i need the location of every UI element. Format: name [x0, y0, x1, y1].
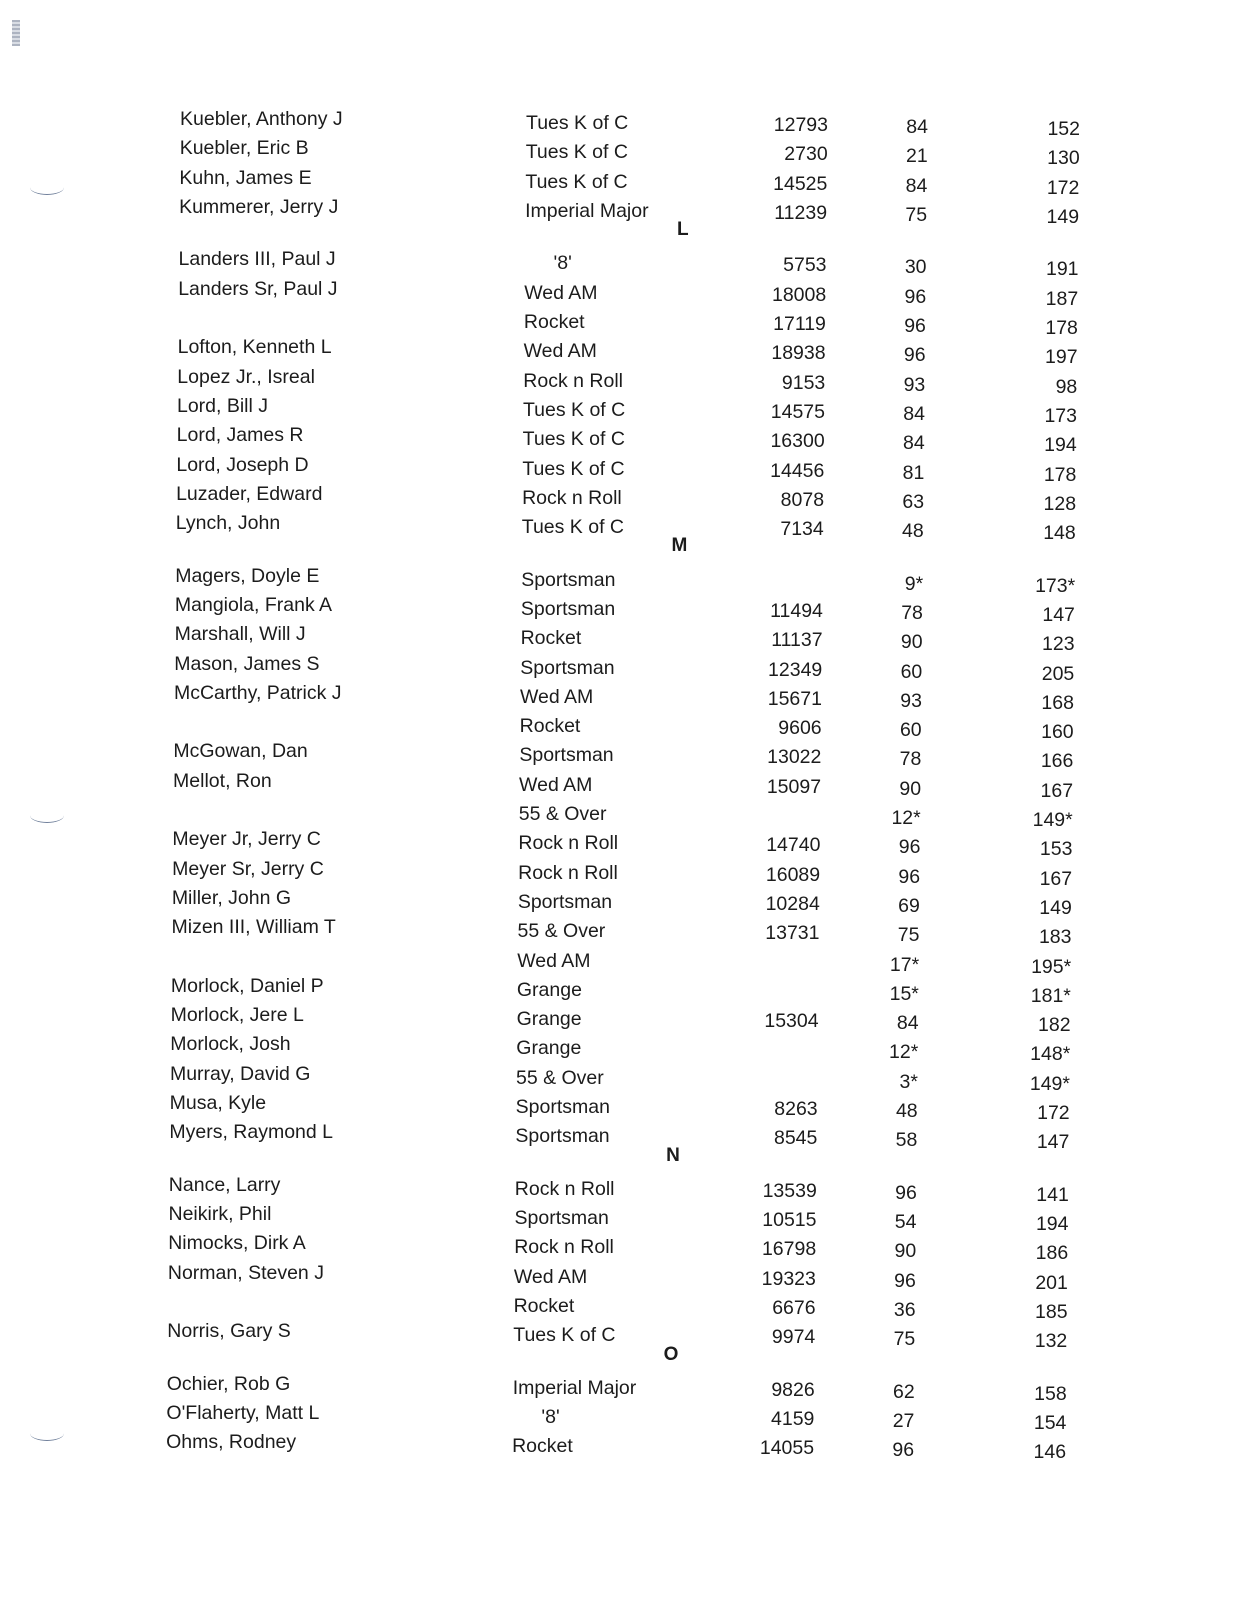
total-pins: 13539	[762, 1179, 817, 1202]
roster-row	[0, 1170, 1245, 1206]
games-bowled: 48	[902, 520, 924, 543]
games-bowled: 84	[896, 1012, 919, 1035]
bowler-name: Mason, James S	[174, 652, 320, 675]
league-name: Rock n Roll	[514, 1236, 614, 1259]
league-name: '8'	[553, 252, 572, 275]
total-pins: 12793	[773, 114, 828, 136]
total-pins: 11239	[774, 201, 828, 224]
average-score: 172	[1037, 1102, 1070, 1124]
total-pins: 9826	[771, 1378, 815, 1401]
roster-row	[0, 590, 1245, 626]
bowler-name: Landers III, Paul J	[178, 248, 336, 271]
total-pins: 14575	[770, 400, 825, 423]
games-bowled: 54	[894, 1211, 917, 1234]
roster-row	[0, 1316, 1245, 1353]
roster-row	[0, 707, 1245, 744]
roster-row	[0, 274, 1245, 310]
roster-row	[0, 192, 1245, 228]
average-score: 197	[1045, 346, 1078, 369]
average-score: 98	[1055, 375, 1078, 398]
average-score: 153	[1039, 838, 1073, 861]
bowler-name: Lopez Jr., Isreal	[177, 365, 315, 388]
total-pins: 12349	[768, 658, 823, 681]
roster-row	[0, 1398, 1245, 1435]
games-bowled: 69	[898, 894, 920, 917]
games-bowled: 93	[900, 689, 922, 712]
roster-row	[0, 795, 1245, 831]
average-score: 132	[1034, 1330, 1068, 1353]
bowler-name: McGowan, Dan	[173, 740, 308, 763]
average-score: 149*	[1032, 809, 1073, 831]
games-bowled: 36	[893, 1299, 916, 1321]
games-bowled: 62	[893, 1380, 915, 1403]
league-name: Rocket	[523, 311, 585, 333]
bowler-name: Morlock, Josh	[170, 1033, 291, 1056]
average-score: 160	[1041, 721, 1074, 744]
bowler-name: Ochier, Rob G	[166, 1372, 291, 1395]
average-score: 149	[1046, 205, 1080, 228]
average-score: 186	[1035, 1242, 1069, 1265]
roster-row	[0, 332, 1245, 369]
total-pins: 17119	[773, 313, 826, 335]
total-pins: 14456	[770, 459, 825, 482]
league-name: Grange	[516, 1008, 582, 1031]
roster-row	[0, 391, 1245, 427]
league-name: Wed AM	[524, 281, 598, 304]
total-pins: 14055	[759, 1437, 815, 1460]
games-bowled: 96	[892, 1439, 915, 1462]
average-score: 158	[1034, 1382, 1067, 1405]
league-name: Sportsman	[514, 1207, 609, 1230]
total-pins: 9974	[771, 1326, 816, 1349]
average-score: 191	[1045, 258, 1079, 281]
average-score: 194	[1035, 1213, 1069, 1236]
roster-row	[0, 1427, 1245, 1464]
bowler-name: Kummerer, Jerry J	[179, 195, 339, 218]
average-score: 147	[1036, 1131, 1070, 1154]
bowler-name: Murray, David G	[169, 1062, 311, 1085]
roster-row	[0, 766, 1245, 802]
total-pins: 8545	[773, 1127, 818, 1150]
section-letter-heading: L	[676, 219, 689, 241]
league-name: Wed AM	[523, 340, 597, 363]
roster-row	[0, 942, 1245, 978]
bowler-name: Miller, John G	[171, 886, 292, 909]
roster-row	[0, 561, 1245, 597]
games-bowled: 75	[893, 1328, 916, 1351]
league-name: '8'	[541, 1406, 560, 1429]
bowler-name: Mellot, Ron	[173, 769, 272, 792]
bowler-name: Myers, Raymond L	[169, 1121, 333, 1144]
games-bowled: 90	[894, 1240, 917, 1263]
bowler-name: Morlock, Daniel P	[170, 974, 324, 997]
average-score: 141	[1036, 1183, 1069, 1206]
games-bowled: 90	[899, 777, 922, 800]
average-score: 178	[1043, 463, 1077, 486]
games-bowled: 63	[902, 490, 925, 513]
roster-row	[0, 104, 1245, 140]
games-bowled: 96	[894, 1269, 916, 1292]
games-bowled: 96	[895, 1181, 917, 1204]
league-name: Imperial Major	[512, 1376, 637, 1399]
roster-row	[0, 619, 1245, 656]
total-pins: 14525	[773, 172, 828, 195]
league-name: Tues K of C	[526, 112, 629, 134]
league-name: Rocket	[512, 1435, 573, 1458]
bowler-name: Norman, Steven J	[167, 1261, 324, 1284]
roster-row	[0, 1059, 1245, 1095]
league-name: Rocket	[520, 627, 582, 650]
average-score: 182	[1038, 1014, 1071, 1037]
average-score: 123	[1042, 633, 1075, 656]
league-name: Sportsman	[515, 1125, 610, 1148]
average-score: 172	[1046, 176, 1080, 199]
league-name: Wed AM	[519, 685, 594, 708]
bowler-name: Mizen III, William T	[171, 916, 336, 939]
roster-row	[0, 824, 1245, 861]
average-score: 166	[1040, 750, 1074, 773]
roster-row	[0, 1369, 1245, 1405]
roster-row	[0, 912, 1245, 949]
total-pins: 18008	[771, 283, 827, 306]
league-name: Tues K of C	[522, 398, 626, 421]
bowler-name: Lord, Bill J	[176, 394, 269, 417]
bowler-name: Landers Sr, Paul J	[178, 277, 338, 300]
bowler-name: O'Flaherty, Matt L	[166, 1402, 320, 1425]
league-name: Tues K of C	[525, 170, 628, 193]
bowler-name: Norris, Gary S	[167, 1320, 291, 1343]
average-score: 173*	[1035, 574, 1076, 597]
games-bowled: 78	[899, 748, 922, 771]
total-pins: 16300	[770, 430, 825, 453]
roster-row	[0, 362, 1245, 398]
bowler-name: Kuebler, Anthony J	[180, 108, 343, 130]
games-bowled: 12*	[891, 807, 921, 829]
league-name: Sportsman	[517, 890, 613, 913]
average-score: 173	[1044, 404, 1077, 427]
roster-row	[0, 1000, 1245, 1037]
games-bowled: 96	[903, 344, 926, 367]
games-bowled: 48	[895, 1100, 918, 1122]
league-name: Tues K of C	[525, 141, 628, 164]
games-bowled: 96	[898, 836, 921, 859]
total-pins: 15097	[766, 775, 822, 798]
average-score: 187	[1045, 287, 1079, 310]
league-name: Sportsman	[515, 1096, 610, 1118]
league-name: 55 & Over	[515, 1066, 604, 1089]
league-name: Sportsman	[520, 597, 616, 620]
total-pins: 16798	[761, 1238, 817, 1261]
league-name: Grange	[516, 1037, 582, 1060]
total-pins: 13022	[767, 746, 822, 769]
total-pins: 16089	[765, 863, 821, 886]
total-pins: 6676	[772, 1297, 816, 1319]
total-pins: 19323	[761, 1267, 816, 1290]
average-score: 201	[1035, 1271, 1068, 1294]
games-bowled: 30	[904, 256, 927, 279]
league-name: Tues K of C	[521, 516, 624, 539]
bowler-name: Meyer Jr, Jerry C	[172, 828, 321, 851]
games-bowled: 60	[900, 660, 923, 683]
games-bowled: 96	[904, 315, 926, 337]
games-bowled: 81	[902, 461, 925, 484]
league-name: Tues K of C	[513, 1324, 616, 1347]
average-score: 148	[1043, 522, 1076, 545]
total-pins: 7134	[780, 518, 824, 541]
average-score: 185	[1035, 1301, 1068, 1323]
games-bowled: 90	[900, 631, 923, 654]
league-name: Sportsman	[519, 744, 614, 767]
average-score: 167	[1039, 867, 1073, 890]
average-score: 194	[1044, 434, 1077, 457]
games-bowled: 75	[905, 203, 928, 226]
league-name: Rock n Roll	[518, 861, 618, 884]
games-bowled: 84	[905, 174, 928, 197]
average-score: 167	[1040, 779, 1074, 802]
bowler-name: Kuhn, James E	[179, 166, 312, 189]
games-bowled: 58	[895, 1129, 918, 1152]
total-pins: 10515	[762, 1209, 817, 1232]
roster-row	[0, 420, 1245, 457]
games-bowled: 12*	[889, 1041, 919, 1064]
roster-row	[0, 1287, 1245, 1323]
roster-row	[0, 479, 1245, 515]
total-pins: 8078	[780, 488, 825, 511]
games-bowled: 84	[903, 402, 925, 425]
total-pins: 15304	[764, 1010, 819, 1033]
games-bowled: 60	[899, 719, 922, 742]
average-score: 128	[1043, 492, 1077, 515]
bowler-name: McCarthy, Patrick J	[173, 681, 342, 704]
average-score: 205	[1041, 662, 1075, 685]
bowler-name: Magers, Doyle E	[175, 564, 320, 587]
league-name: Rock n Roll	[518, 832, 619, 855]
roster-row	[0, 303, 1245, 339]
roster-row	[0, 1117, 1245, 1154]
league-name: Grange	[516, 978, 582, 1001]
roster-row	[0, 244, 1245, 281]
games-bowled: 17*	[889, 953, 920, 976]
roster-row	[0, 1199, 1245, 1236]
average-score: 168	[1041, 691, 1074, 714]
average-score: 181*	[1030, 984, 1071, 1007]
total-pins: 18938	[771, 342, 826, 365]
average-score: 183	[1038, 926, 1072, 949]
average-score: 195*	[1031, 955, 1072, 978]
league-name: Rock n Roll	[523, 369, 623, 392]
roster-row	[0, 1029, 1245, 1066]
league-name: Rock n Roll	[514, 1177, 615, 1200]
roster-row	[0, 854, 1245, 890]
bowler-name: Lord, James R	[176, 424, 304, 447]
roster-row	[0, 508, 1245, 545]
total-pins: 4159	[771, 1408, 815, 1431]
average-score: 130	[1047, 147, 1080, 170]
games-bowled: 3*	[899, 1070, 918, 1093]
league-name: Rocket	[513, 1295, 575, 1317]
roster-row	[0, 736, 1245, 773]
league-name: Wed AM	[513, 1265, 588, 1288]
roster-row	[0, 649, 1245, 685]
bowler-name: Marshall, Will J	[174, 623, 306, 646]
games-bowled: 75	[897, 924, 920, 947]
average-score: 178	[1045, 317, 1078, 339]
average-score: 149	[1039, 896, 1072, 919]
games-bowled: 84	[902, 432, 925, 455]
bowler-name: Luzader, Edward	[176, 482, 323, 505]
total-pins: 9606	[778, 717, 822, 740]
bowler-name: Neikirk, Phil	[168, 1203, 272, 1226]
games-bowled: 96	[898, 865, 921, 888]
bowler-name: Kuebler, Eric B	[179, 137, 309, 160]
bowler-name: Musa, Kyle	[169, 1092, 267, 1114]
games-bowled: 93	[903, 373, 926, 396]
games-bowled: 9*	[904, 572, 924, 595]
bowler-name: Ohms, Rodney	[166, 1431, 297, 1454]
league-name: Rocket	[519, 715, 581, 738]
league-name: 55 & Over	[518, 803, 607, 825]
bowler-name: Meyer Sr, Jerry C	[172, 857, 324, 880]
games-bowled: 78	[901, 601, 923, 624]
league-name: Wed AM	[519, 773, 593, 796]
bowler-name: Lofton, Kenneth L	[177, 336, 332, 359]
total-pins: 14740	[766, 834, 821, 857]
section-letter-heading: O	[663, 1343, 679, 1365]
total-pins: 11494	[770, 599, 823, 622]
average-score: 148*	[1030, 1043, 1071, 1066]
league-name: Wed AM	[517, 949, 591, 972]
games-bowled: 15*	[889, 982, 919, 1005]
average-score: 147	[1042, 603, 1075, 626]
league-name: Sportsman	[520, 656, 615, 679]
roster-row	[0, 1258, 1245, 1294]
games-bowled: 27	[892, 1410, 915, 1433]
roster-row	[0, 971, 1245, 1007]
roster-row	[0, 1228, 1245, 1265]
league-name: Tues K of C	[522, 428, 625, 451]
league-name: Rock n Roll	[522, 486, 622, 509]
total-pins: 2730	[784, 143, 828, 166]
bowler-name: Nance, Larry	[168, 1173, 281, 1196]
total-pins: 13731	[765, 922, 820, 945]
games-bowled: 96	[904, 285, 927, 308]
total-pins: 8263	[774, 1098, 818, 1120]
roster-row	[0, 883, 1245, 919]
roster-row	[0, 1088, 1245, 1124]
total-pins: 10284	[765, 892, 820, 915]
roster-row	[0, 678, 1245, 714]
roster-row	[0, 163, 1245, 199]
bowler-name: Morlock, Jere L	[170, 1004, 304, 1027]
total-pins: 15671	[767, 687, 822, 710]
total-pins: 5753	[783, 254, 827, 277]
average-score: 149*	[1029, 1072, 1070, 1095]
league-name: 55 & Over	[517, 920, 606, 943]
average-score: 154	[1033, 1412, 1067, 1435]
total-pins: 9153	[781, 371, 826, 394]
section-letter-heading: M	[671, 535, 688, 557]
section-letter-heading: N	[666, 1144, 680, 1166]
games-bowled: 84	[906, 116, 928, 138]
roster-row	[0, 450, 1245, 486]
league-name: Imperial Major	[525, 199, 649, 222]
total-pins: 11137	[771, 629, 823, 652]
bowler-name: Lynch, John	[175, 512, 281, 535]
league-name: Tues K of C	[522, 457, 625, 480]
bowler-name: Lord, Joseph D	[176, 453, 309, 476]
average-score: 146	[1033, 1441, 1067, 1464]
bowler-name: Mangiola, Frank A	[174, 593, 333, 616]
games-bowled: 21	[905, 145, 928, 168]
bowler-name: Nimocks, Dirk A	[168, 1232, 306, 1255]
roster-row	[0, 133, 1245, 170]
league-name: Sportsman	[521, 568, 616, 591]
average-score: 152	[1047, 118, 1080, 140]
